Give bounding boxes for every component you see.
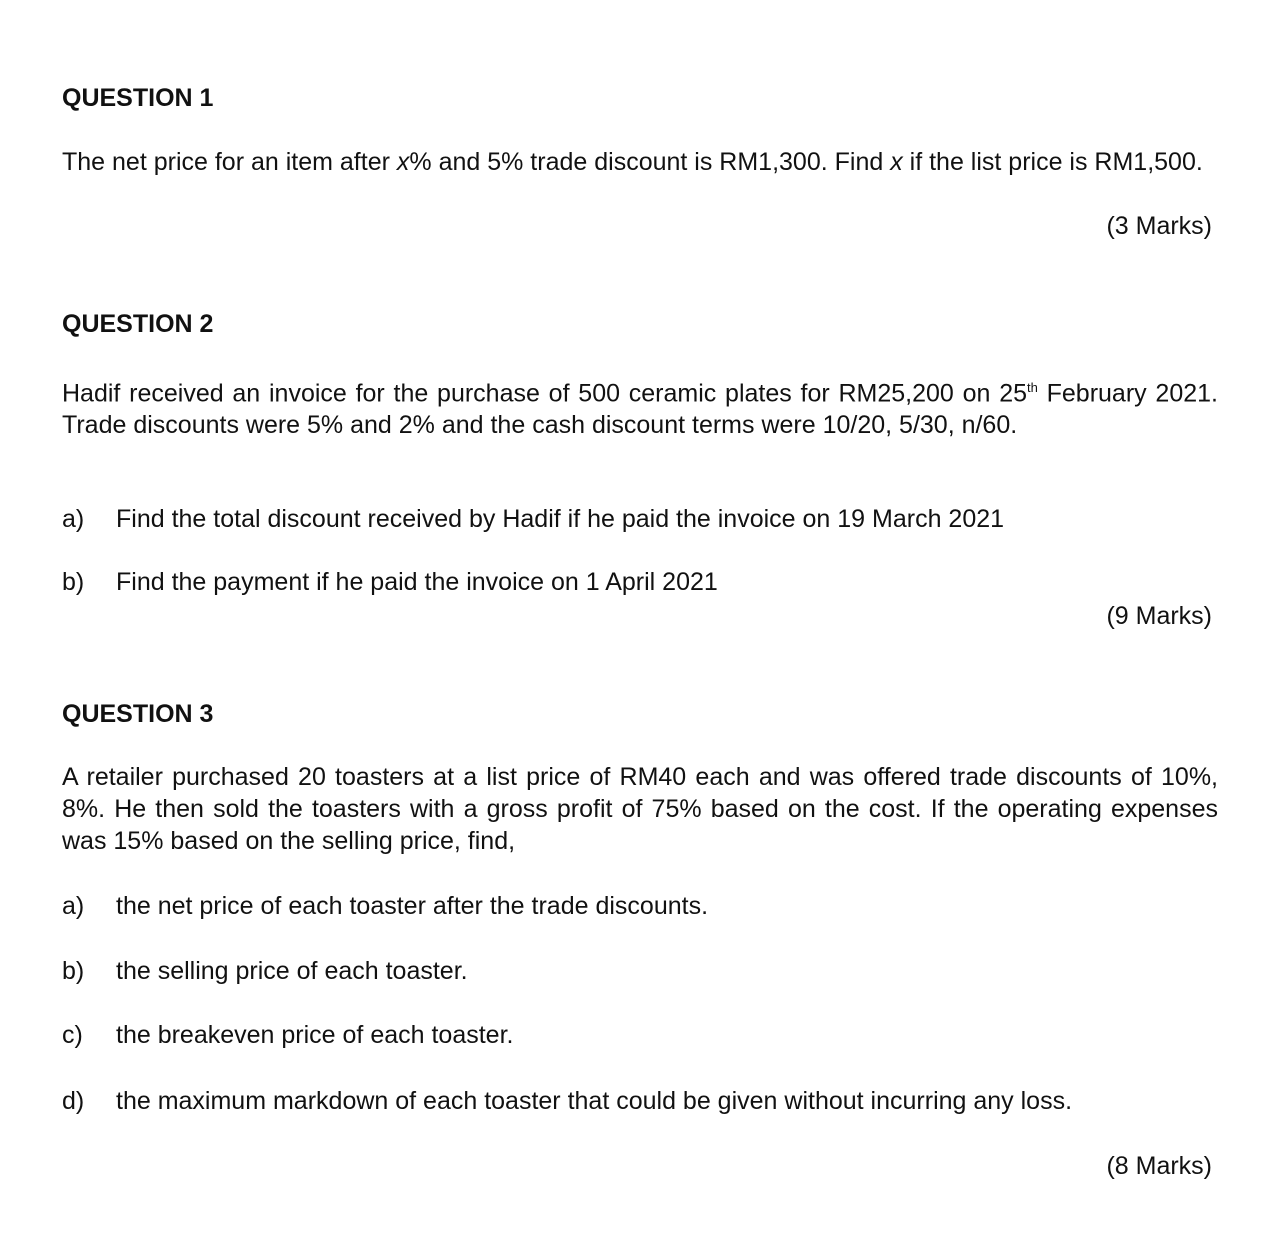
text: Hadif received an invoice for the purchase of 500 ceramic plates for RM25,200 on 25 [62,379,1027,408]
text: % and 5% trade discount is RM1,300. Find [409,148,891,176]
question-3-text: A retailer purchased 20 toasters at a list price of RM40 each and was offered trade discounts of 10%, 8%. He then sold the toasters with a gross profit of 75% based on the cost. If the operating expenses was 15% based on the selling price, find, [62,763,1218,855]
question-1-marks: (3 Marks) [1106,212,1212,240]
question-1-text [62,146,1218,178]
text: if the list price is RM1,500. [902,148,1203,176]
item-label: a) [62,505,85,533]
question-2-marks: (9 Marks) [1106,602,1212,630]
item-label: a) [62,892,85,920]
item-label: b) [62,568,85,596]
question-3-item-b [62,957,468,986]
question-3-marks: (8 Marks) [1106,1152,1212,1180]
text: The net price for an item after [62,148,397,176]
question-3-item-c [62,1021,513,1050]
question-2-item-b [62,568,718,597]
item-text: the maximum markdown of each toaster that could be given without incurring any loss. [116,1087,1073,1115]
item-text: Find the total discount received by Hadif if he paid the invoice on 19 March 2021 [116,505,1005,533]
item-label: b) [62,957,85,985]
variable: x [396,148,410,176]
question-3-item-d [62,1087,1072,1116]
question-1-title: QUESTION 1 [62,84,214,112]
variable: x [890,148,903,176]
superscript: th [1027,380,1038,395]
item-text: the net price of each toaster after the trade discounts. [116,892,709,920]
question-3-title: QUESTION 3 [62,700,214,728]
text: February 2021. Trade discounts were 5% and 2% and the cash discount terms were 10/20, 5/30, n/60. [62,379,1218,440]
item-label: d) [62,1087,85,1115]
question-2-title: QUESTION 2 [62,310,214,338]
item-text: the selling price of each toaster. [116,957,468,985]
question-2-item-a [62,505,1004,534]
item-text: Find the payment if he paid the invoice on 1 April 2021 [116,568,718,596]
item-label: c) [62,1021,83,1049]
question-3-item-a [62,892,708,921]
item-text: the breakeven price of each toaster. [116,1021,514,1049]
question-2-text [62,372,1218,441]
